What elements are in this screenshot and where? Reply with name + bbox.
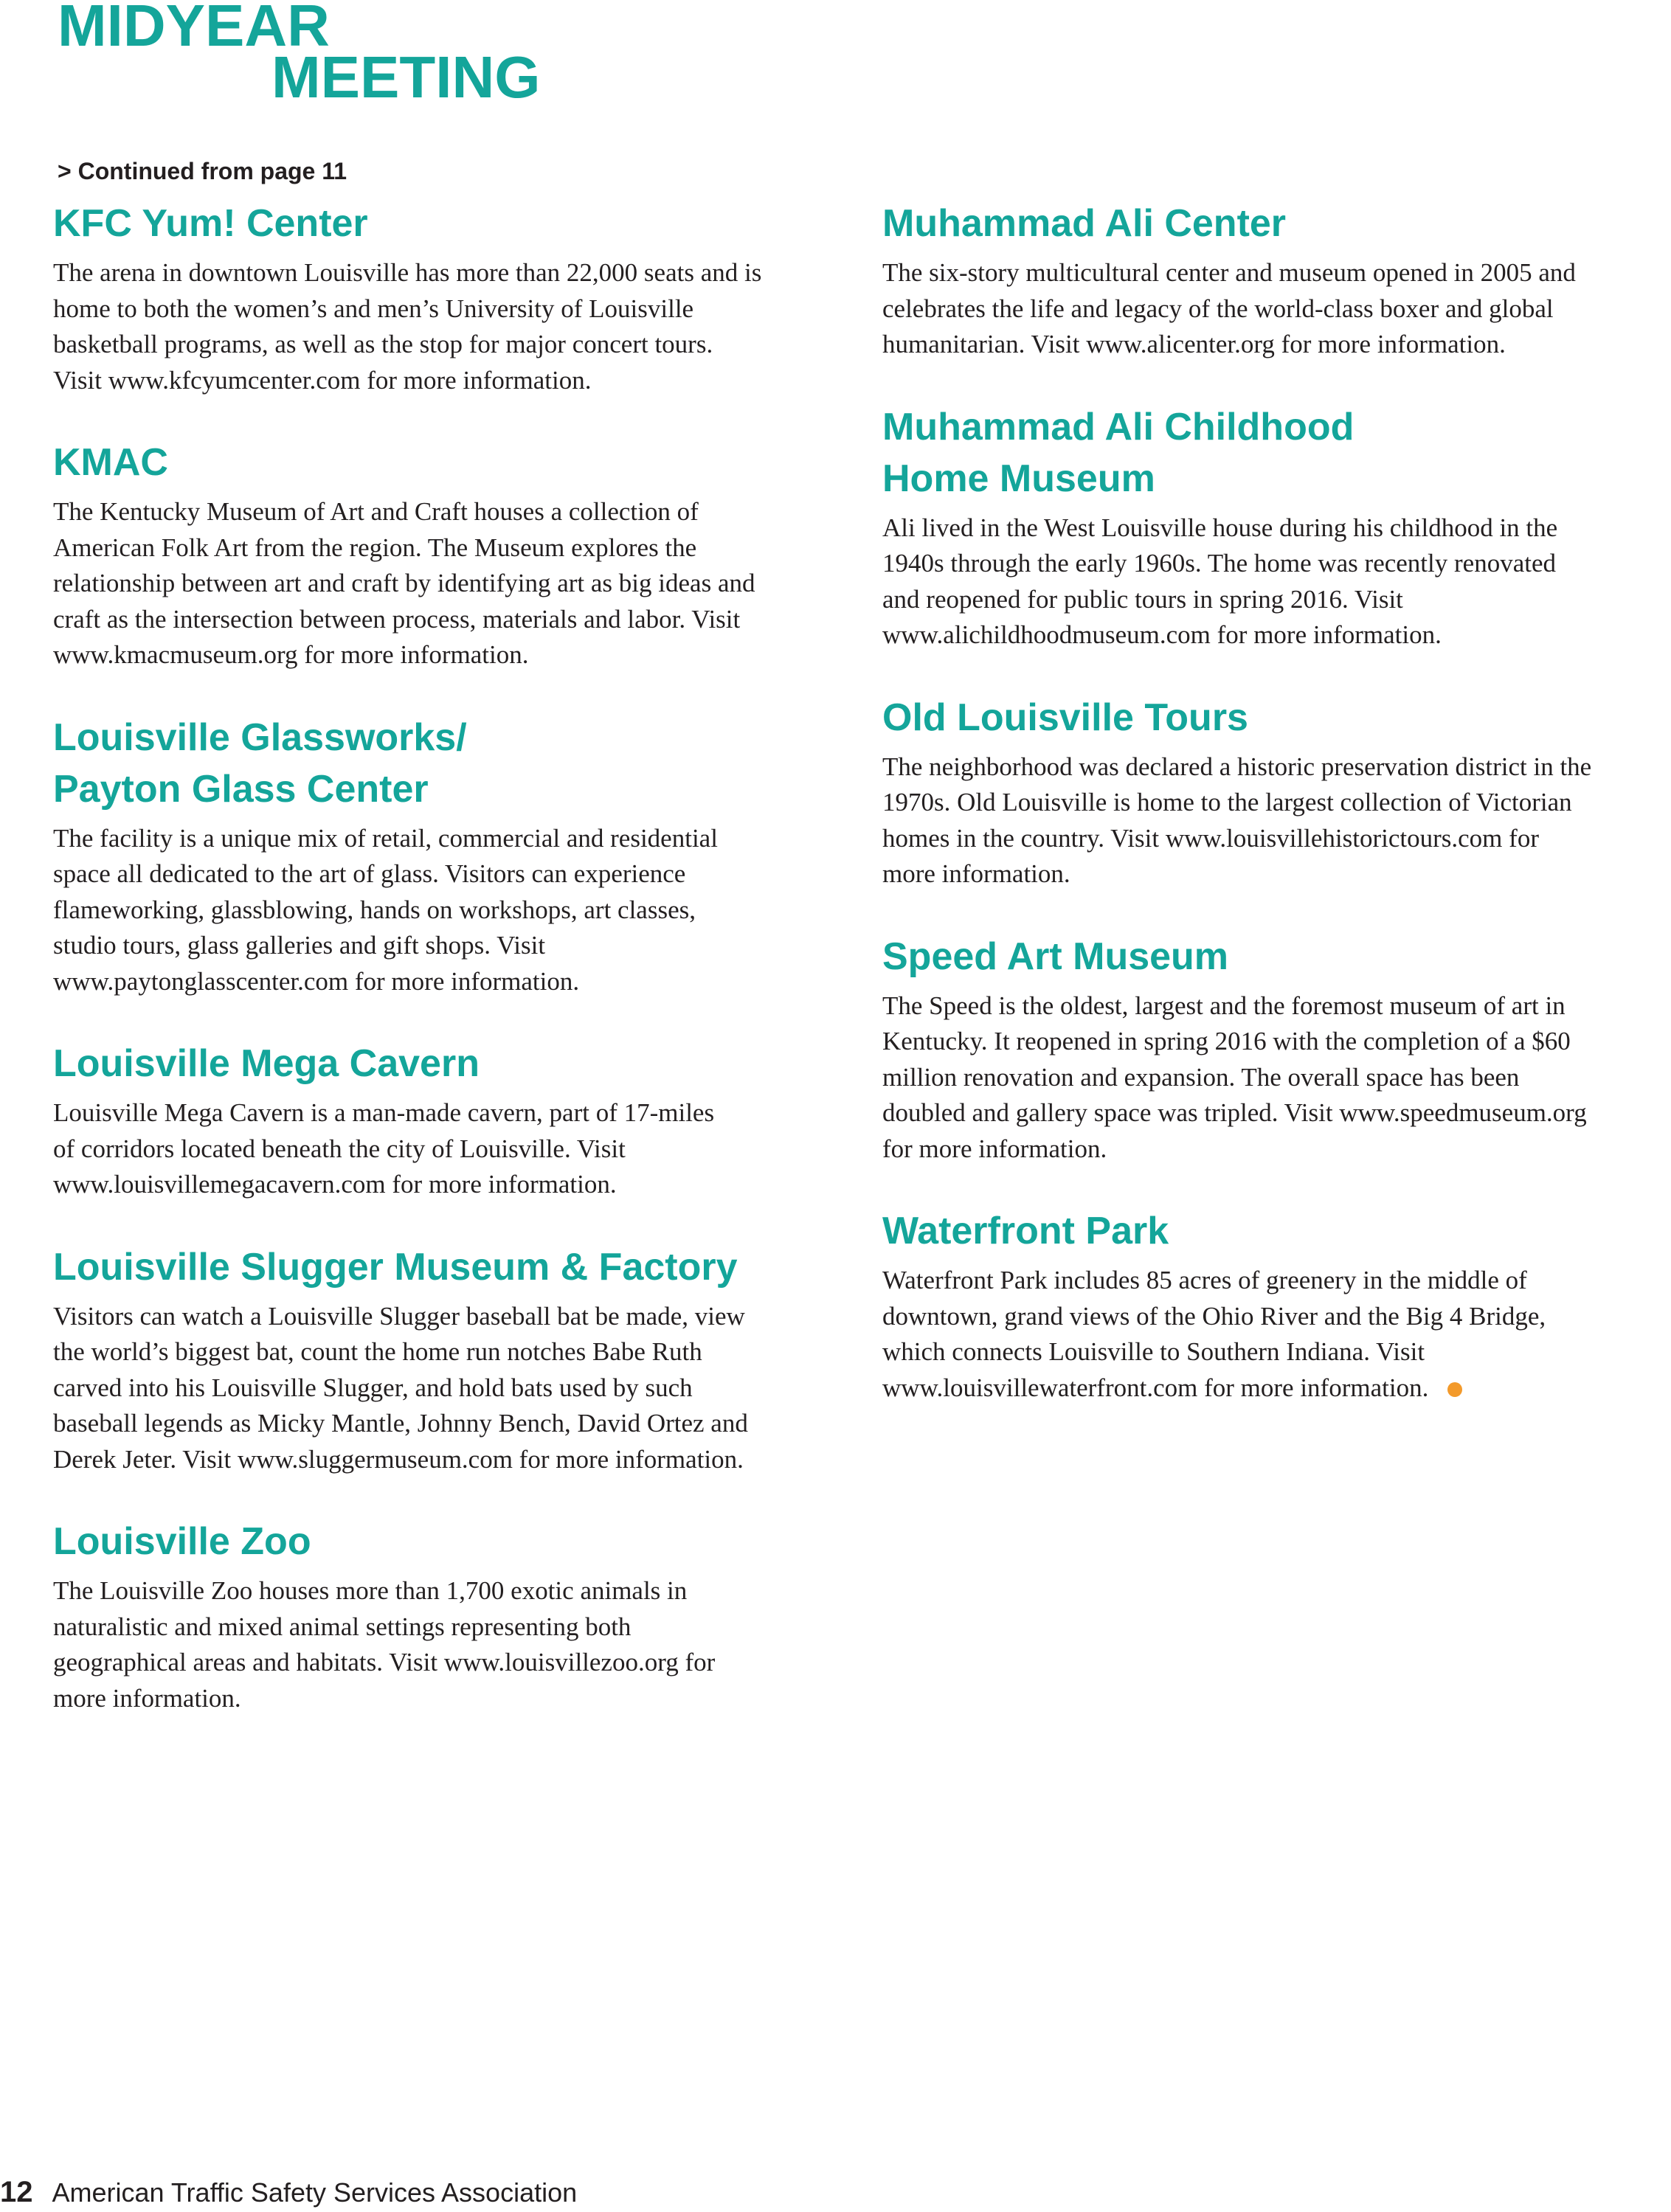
section-heading: KMAC <box>53 441 168 484</box>
section-body: Waterfront Park includes 85 acres of greenery in the middle of downtown, grand views of the Ohio River and the Big 4 Bridge, which connects Louisville to Southern Indiana. Visit www.louisvillewaterfront.com for more information. <box>882 1266 1546 1402</box>
section-kfc-yum-center <box>53 198 850 398</box>
section-speed-art-museum <box>882 931 1664 1168</box>
page-footer <box>0 2176 577 2209</box>
section-body: The arena in downtown Louisville has more than 22,000 seats and is home to both the women’s and men’s University of Louisville basketball programs, as well as the stop for major concert tours. Visit www.kfcyumcenter.com for more information. <box>53 258 762 395</box>
page-number: 12 <box>0 2176 33 2208</box>
section-heading: Speed Art Museum <box>882 935 1229 978</box>
section-body: Ali lived in the West Louisville house during his childhood in the 1940s through the early 1960s. The home was recently renovated and reopened for public tours in spring 2016. Visit www.alichildhoodmuseum.com for more information. <box>882 513 1558 649</box>
section-body: The six-story multicultural center and museum opened in 2005 and celebrates the life and legacy of the world-class boxer and global humanitarian. Visit www.alicenter.org for more information. <box>882 258 1576 358</box>
section-louisville-zoo <box>53 1516 850 1716</box>
section-kmac <box>53 437 850 673</box>
section-body: The Louisville Zoo houses more than 1,700 exotic animals in naturalistic and mixed animal settings representing both geographical areas and habitats. Visit www.louisvillezoo.org for more information. <box>53 1576 716 1713</box>
section-heading: Muhammad Ali Childhood Home Museum <box>882 405 1355 500</box>
section-body: The Kentucky Museum of Art and Craft houses a collection of American Folk Art from the region. The Museum explores the relationship between art and craft by identifying art as big ideas and craft as the intersection between process, materials and labor. Visit www.kmacmuseum.org for more information. <box>53 497 755 669</box>
section-heading: Louisville Slugger Museum & Factory <box>53 1245 738 1289</box>
end-of-article-dot-icon <box>1447 1382 1462 1397</box>
section-heading: KFC Yum! Center <box>53 202 368 245</box>
masthead-line-1: MIDYEAR <box>58 0 330 58</box>
section-body: Louisville Mega Cavern is a man-made cavern, part of 17-miles of corridors located beneath the city of Louisville. Visit www.louisvillemegacavern.com for more information. <box>53 1098 715 1199</box>
masthead <box>58 0 541 110</box>
section-body: The facility is a unique mix of retail, commercial and residential space all dedicated to the art of glass. Visitors can experience flameworking, glassblowing, hands on workshops, art classes, studio tours, glass galleries and gift shops. Visit www.paytonglasscenter.com for more information. <box>53 823 718 996</box>
section-heading: Louisville Zoo <box>53 1520 311 1563</box>
right-column <box>882 198 1664 1406</box>
masthead-line-2: MEETING <box>271 44 541 110</box>
section-heading: Waterfront Park <box>882 1210 1169 1252</box>
left-column <box>53 198 850 1716</box>
section-old-louisville-tours <box>882 692 1664 892</box>
section-louisville-glassworks <box>53 712 850 1000</box>
section-muhammad-ali-center <box>882 198 1664 363</box>
section-heading: Louisville Mega Cavern <box>53 1042 480 1085</box>
section-heading: Old Louisville Tours <box>882 696 1248 739</box>
section-body: The Speed is the oldest, largest and the foremost museum of art in Kentucky. It reopened in spring 2016 with the completion of a $60 million renovation and expansion. The overall space has been doubled and gallery space was tripled. Visit www.speedmuseum.org for more information. <box>882 991 1587 1163</box>
section-body: The neighborhood was declared a historic preservation district in the 1970s. Old Louisville is home to the largest collection of Victorian homes in the country. Visit www.louisvillehistorictours.com for more information. <box>882 752 1592 888</box>
section-muhammad-ali-childhood-home <box>882 401 1664 653</box>
section-louisville-slugger-museum <box>53 1241 850 1478</box>
section-louisville-mega-cavern <box>53 1038 850 1203</box>
publication-name: American Traffic Safety Services Association <box>52 2177 578 2208</box>
continued-from-note: > Continued from page 11 <box>58 158 347 184</box>
section-heading: Muhammad Ali Center <box>882 202 1287 245</box>
section-heading: Louisville Glassworks/ Payton Glass Center <box>53 715 467 811</box>
section-waterfront-park <box>882 1205 1664 1406</box>
section-body: Visitors can watch a Louisville Slugger baseball bat be made, view the world’s biggest bat, count the home run notches Babe Ruth carved into his Louisville Slugger, and hold bats used by such baseball legends as Micky Mantle, Johnny Bench, David Ortez and Derek Jeter. Visit www.sluggermuseum.com for more information. <box>53 1301 748 1474</box>
